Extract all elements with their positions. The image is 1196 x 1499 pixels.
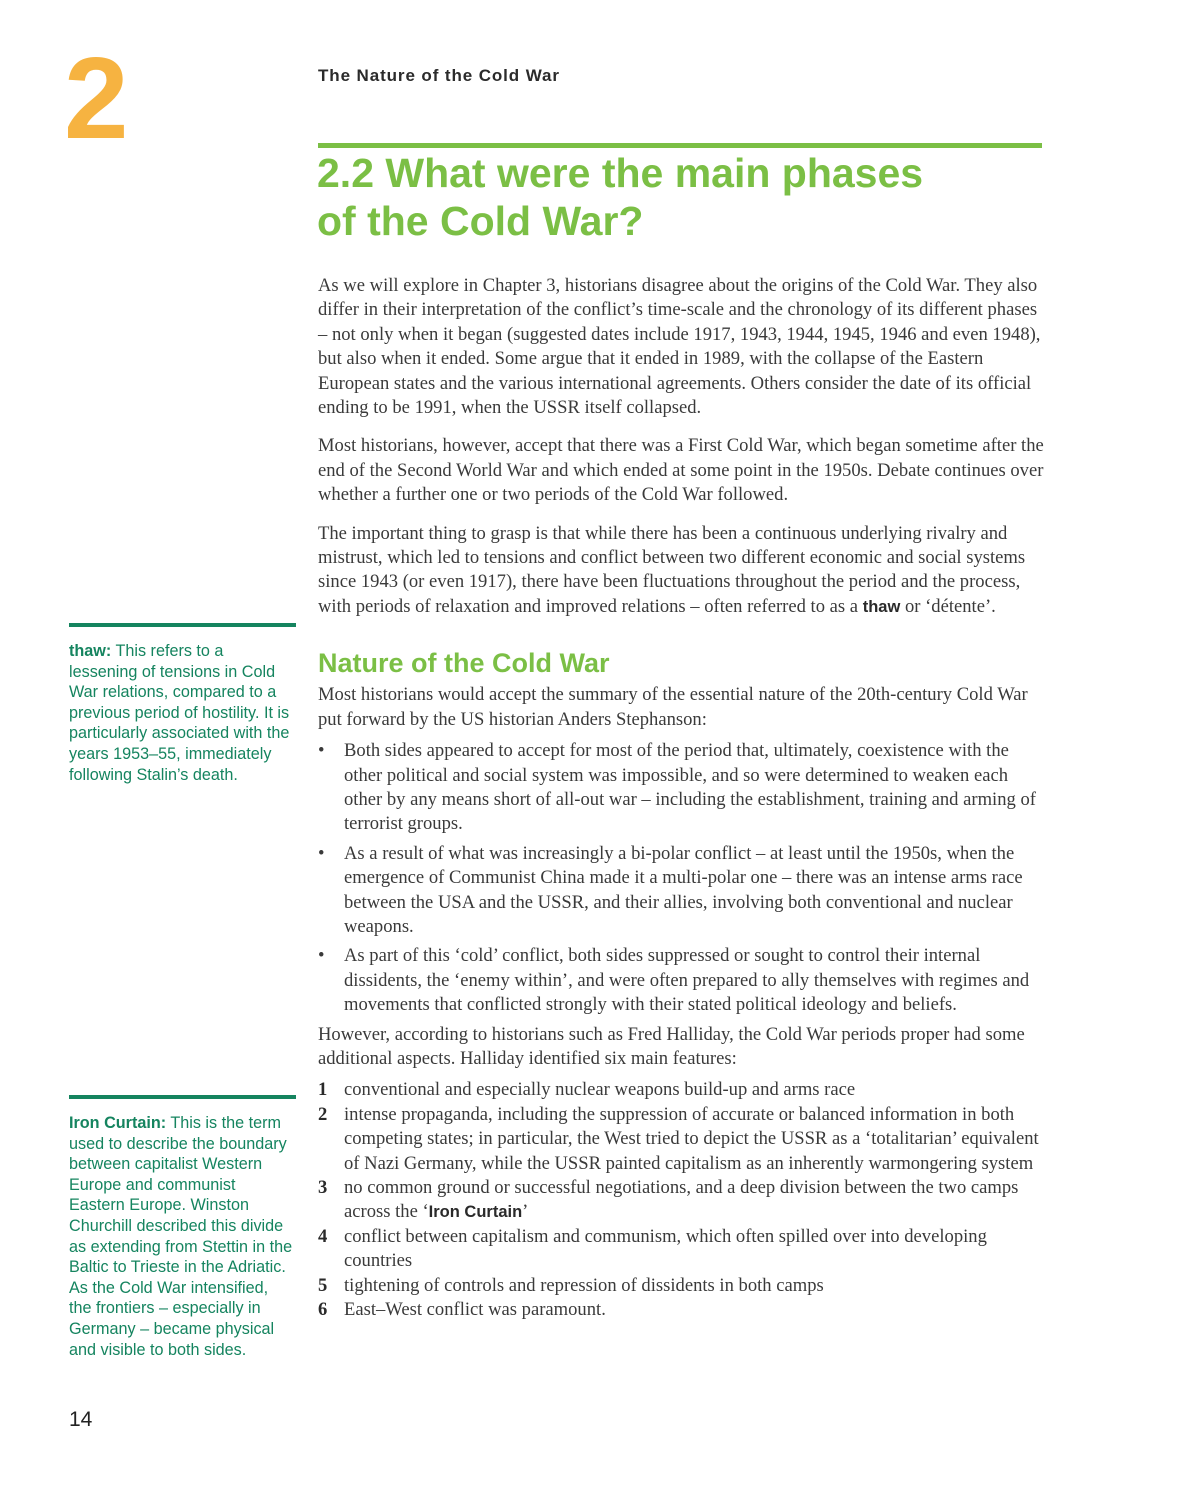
nature-intro: Most historians would accept the summary of the essential nature of the 20th-century Cold War put forward by the US historian Anders Stephanson: [318,684,1028,730]
feature-text: tightening of controls and repression of dissidents in both camps [344,1274,824,1296]
feature-text: no common ground or successful negotiations, and a deep division between the two camps across the ‘ [344,1177,1019,1223]
intro-paragraph-3-end: or ‘détente’. [900,595,996,617]
glossary-term: Iron Curtain: [69,1114,167,1132]
intro-paragraph-1: As we will explore in Chapter 3, historians disagree about the origins of the Cold War. They also differ in their interpretation of the conflict’s time-scale and the chronology of its different phases – not only when it began (suggested dates include 1917, 1943, 1944, 1945, 1946 and even 1948), but also when it ended. Some argue that it ended in 1989, with the collapse of the Eastern European states and the various international agreements. Others consider the date of its official ending to be 1991, when the USSR itself collapsed. [318,275,1041,419]
list-item [318,1103,1048,1176]
intro-paragraph-3-text: The important thing to grasp is that while there has been a continuous underlying rivalry and mistrust, which led to tensions and conflict between two different economic and social systems since 1943 (or even 1917), there have been fluctuations throughout the period and the process, with periods of relaxation and improved relations – often referred to as a [318,522,1026,617]
glossary-definition: This is the term used to describe the boundary between capitalist Western Europe and communist Eastern Europe. Winston Churchill described this divide as extending from Stettin in the Baltic to Trieste in the Adriatic. As the Cold War intensified, the frontiers – especially in Germany – became physical and visible to both sides. [69,1114,293,1359]
bullet-icon: • [318,842,325,864]
glossary-definition: This refers to a lessening of tensions in Cold War relations, compared to a previous period of hostility. It is particularly associated with the years 1953–55, immediately following Stalin’s death. [69,642,290,784]
feature-text: intense propaganda, including the suppression of accurate or balanced information in both competing states; in particular, the West tried to depict the USSR as a ‘totalitarian’ equivalent of Nazi Germany, while the USSR painted capitalism as an inherently warmongering system [344,1103,1039,1174]
keyword-iron-curtain: Iron Curtain [428,1203,523,1222]
intro-paragraph-2: Most historians, however, accept that there was a First Cold War, which began sometime after the end of the Second World War and which ended at some point in the 1950s. Debate continues over whether a further one or two periods of the Cold War followed. [318,435,1044,506]
section-title [317,149,1041,245]
list-item [318,842,1048,940]
bullet-text: Both sides appeared to accept for most of the period that, ultimately, coexistence with the other political and social system was impossible, and so were determined to weaken each other by any means short of all-out war – including the establishment, training and arming of terrorist groups. [344,740,1036,835]
section-title-line-1: 2.2 What were the main phases [317,150,924,196]
sidebar-rule-iron-curtain [69,1095,296,1099]
halliday-features-list [318,1078,1048,1322]
feature-text: conventional and especially nuclear weapons build-up and arms race [344,1079,856,1101]
list-number: 5 [318,1274,328,1296]
feature-text: conflict between capitalism and communism, which often spilled over into developing countries [344,1225,987,1272]
running-head: The Nature of the Cold War [318,66,560,85]
glossary-iron-curtain [69,1113,295,1360]
list-item [318,1298,1048,1322]
glossary-term: thaw: [69,642,112,660]
list-number: 4 [318,1225,328,1247]
bullet-icon: • [318,945,325,967]
intro-paragraph-3 [318,522,1048,620]
keyword-thaw: thaw [862,597,901,616]
bullet-text: As part of this ‘cold’ conflict, both sides suppressed or sought to control their internal dissidents, the ‘enemy within’, and were often prepared to ally themselves with regimes and movements that conflicted strongly with their stated political ideology and beliefs. [344,945,1030,1016]
sidebar-rule-thaw [69,623,296,627]
feature-text-end: ’ [522,1201,529,1223]
section-title-line-2: of the Cold War? [317,198,644,244]
stephanson-bullet-list [318,739,1048,1017]
bullet-text: As a result of what was increasingly a bi-polar conflict – at least until the 1950s, when the emergence of Communist China made it a multi-polar one – there was an intense arms race between the USA and the USSR, and their allies, involving both conventional and nuclear weapons. [344,842,1023,937]
list-item [318,1176,1048,1225]
list-number: 3 [318,1177,328,1198]
list-item [318,1078,1048,1102]
feature-text: East–West conflict was paramount. [344,1299,606,1321]
halliday-intro: However, according to historians such as Fred Halliday, the Cold War periods proper had some additional aspects. Halliday identified six main features: [318,1023,1025,1069]
nature-heading: Nature of the Cold War [318,648,610,679]
list-number: 6 [318,1299,328,1321]
list-number: 1 [318,1079,328,1101]
main-text [318,274,1048,1322]
list-number: 2 [318,1103,328,1125]
glossary-thaw [69,641,295,785]
list-item [318,1225,1048,1274]
list-item [318,1274,1048,1298]
chapter-number: 2 [64,33,129,163]
title-rule [318,143,1042,148]
page-number: 14 [69,1408,93,1431]
bullet-icon: • [318,740,325,762]
list-item [318,739,1048,837]
list-item [318,944,1048,1017]
